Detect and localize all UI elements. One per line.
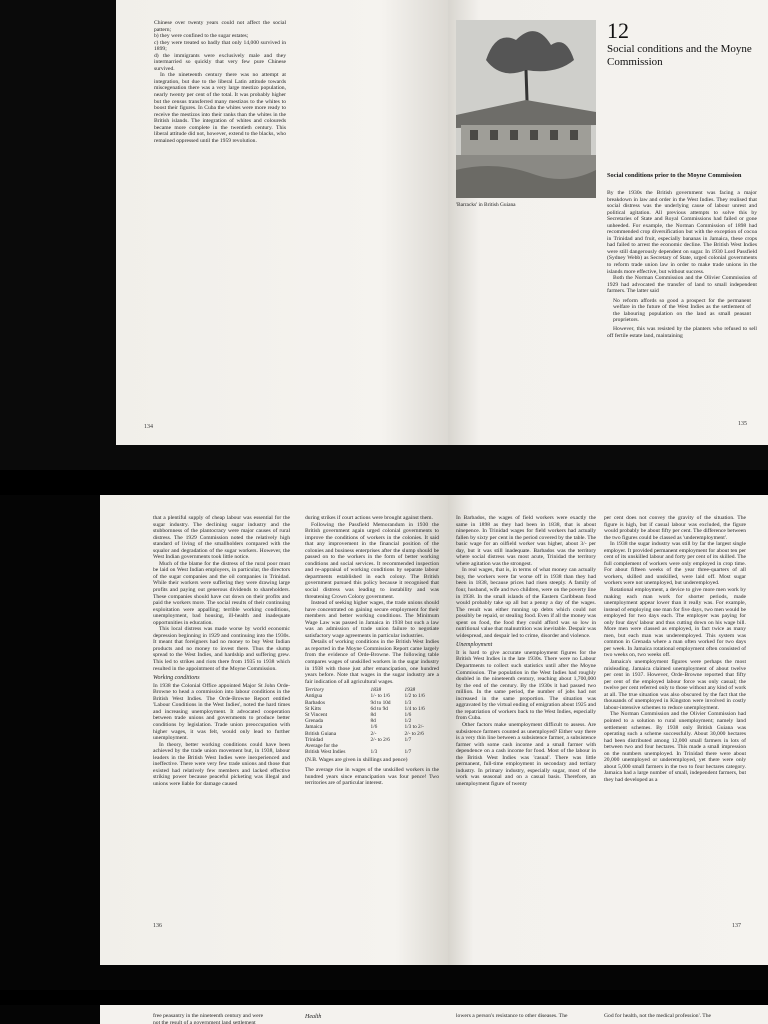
page-number: 135 xyxy=(738,421,747,427)
paragraph: It is hard to give accurate unemployment figures for the British West Indies in the late 1930s. There were no Labour Departments to collect such statistics until after the Moyne Commission. The population in the West Indies had roughly doubled in the nineteenth century, reaching about 1,700,000 by the end of the century. By the 1930s it had passed two million. In the same period, the number of jobs had not increased in the same proportion. The situation was aggravated by the virtual ending of emigration about 1925 and the repatriation of workers back to the West Indies, especially from Cuba. xyxy=(456,649,596,722)
table-header: Territory xyxy=(305,687,324,694)
table-cell: 6d to 9d xyxy=(370,705,388,712)
paragraph: that a plentiful supply of cheap labour was essential for the sugar industry. The declining sugar industry and the stubbornness of the plantocracy were major causes of rural distress. The 1929 Commission noted the relatively high standard of living of the smallholders compared with the squalor and degradation of the sugar workers. However, the West Indian governments took little notice. xyxy=(153,515,290,561)
table-row xyxy=(305,749,439,755)
table-cell: Average for the xyxy=(305,743,338,750)
paragraph: In 1938 the Colonial Office appointed Major St John Orde-Browne to head a commission into labour conditions in the British West Indies. The Orde-Browne Report entitled 'Labour Conditions in the West Indies', noted the hard times and increasing unemployment. It advocated cooperation between trade unions and governments to produce better conditions by legislation. Trade union preoccupation with higher wages, it was felt, would only lead to further unemployment. xyxy=(153,682,290,742)
table-cell: British West Indies xyxy=(305,749,346,756)
page-139 xyxy=(448,1005,768,1024)
column-2 xyxy=(305,1014,435,1021)
table-cell: Antigua xyxy=(305,693,323,700)
paragraph: The Norman Commission and the Olivier Commission had pointed to a solution to rural unemployment; namely land settlement schemes. By 1938 only British Guiana was operating such a scheme successfully. About 30,000 hectares had been distributed among 12,000 small farmers in lots of between two and four hectares. This made a small impression on the numbers unemployed. In Trinidad there were about 20,000 unemployed or underemployed, yet there were only about 5,000 small farmers in the two to four hectares category. Jamaica had a large number of small, independent farmers, but they had developed as a xyxy=(604,711,746,783)
paragraph: Instead of seeking higher wages, the trade unions should have concentrated on gaining secure employment for their members and better working conditions. The Minimum Wage Law was passed in Jamaica in 1938 but such a law was an admission of trade union failure to negotiate satisfactory wage agreements in particular industries. xyxy=(305,600,439,639)
table-cell: St Vincent xyxy=(305,712,328,719)
table-cell: Trinidad xyxy=(305,736,324,743)
paragraph: In 1938 the sugar industry was still by far the largest single employer. It provided permanent employment for about ten per cent of its unskilled labour and forty per cent of its skilled. The full complement of workers were only employed in crop time. For about fifteen weeks of the year three-quarters of all workers, skilled and unskilled, were laid off. Most sugar workers were not unemployed, but underemployed. xyxy=(604,541,746,587)
book-spread-2 xyxy=(0,495,768,990)
wage-table xyxy=(305,687,439,755)
table-cell: 1/3 xyxy=(404,699,412,706)
paragraph: In the nineteenth century there was no attempt at integration, but due to the liberal Latin attitude towards miscegenation there was a very large mestizo population, nearly twenty per cent of the total. It was probably higher but the census transferred many mestizos to the whites to boost their figures. In Cuba the whites were more ready to receive the mestizos into their ranks than the whites in the British islands. The integration of whites and coloureds became more complete in the twentieth century. This liberal attitude did not, however, extend to the blacks, who remained oppressed until the 1959 revolution. xyxy=(154,72,286,144)
paragraph-fragment: not the result of a government land settlement xyxy=(153,1019,256,1024)
paragraph-fragment: free peasantry in the nineteenth century and were xyxy=(153,1013,264,1019)
paragraph: In theory, better working conditions could have been achieved by the trade union movement but, in 1938, labour leaders in the British West Indies were inexperienced and ineffective. There were very few trade unions and those that existed had relatively few members and lacked effective striking power because peaceful picketing was illegal and unions were liable for damage caused xyxy=(153,741,290,787)
table-cell: 1/3 xyxy=(370,749,378,756)
paragraph: Following the Passfield Memorandum in 1930 the British government again urged colonial governments to improve the conditions of workers in the colonies. It said that any improvement in the financial position of the colonies and business enterprises after the slump should be passed on to the workers in the form of better working conditions and social services. It recommended inspection and re-appraisal of working conditions by separate labour departments established in each colony. The British government pursued this policy because it recognised that social distress was leading to instability and was threatening Crown Colony government. xyxy=(305,521,439,600)
table-cell: 9d to 10d xyxy=(370,699,391,706)
table-body xyxy=(305,693,439,755)
table-cell: 1/7 xyxy=(404,736,412,743)
paragraph: Details of working conditions in the British West Indies as reported in the Moyne Commission Report came largely from the evidence of Orde-Browne. The following table compares wages of unskilled workers in the sugar industry in 1938 with those just after emancipation, one hundred years before. Note that wages in the sugar industry are a fair indication of all agricultural wages. xyxy=(305,639,439,685)
paragraph-fragment: lowers a person's resistance to other diseases. The xyxy=(456,1013,568,1019)
paragraph: Rotational employment, a device to give more men work by making each man work for shorter periods, made unemployment appear lower than it really was. For example, instead of employing one man for five days, two men would be employed for two days each. The employer was paying for only four days' labour and thus cutting down on his wage bill. More men were classed as employed, in fact twice as many men, but each man was underemployed. This system was common in Grenada where a man often worked for two days per week. In Jamaica rotational employment often consisted of two weeks on, two weeks off. xyxy=(604,587,746,659)
page-number: 134 xyxy=(144,424,153,430)
column-1 xyxy=(153,1013,293,1024)
table-header: 1838 xyxy=(370,687,382,694)
table-cell: 1/3 to 2/- xyxy=(404,724,424,731)
table-cell: British Guiana xyxy=(305,730,337,737)
list-column xyxy=(154,20,286,144)
paragraph-fragment: God for health, not the medical profession'. The xyxy=(604,1013,712,1019)
table-cell: Jamaica xyxy=(305,724,323,731)
list-item: Chinese over twenty years could not affect the social pattern; xyxy=(154,20,286,33)
column-2 xyxy=(604,515,746,783)
page-137 xyxy=(448,495,768,965)
table-cell: 1/- to 1/6 xyxy=(370,693,390,700)
block-quote: No reform affords so good a prospect for the permanent welfare in the future of the West Indies as the settlement of the labouring population on the land as small peasant proprietors. xyxy=(613,297,751,323)
paragraph: The average rise in wages of the unskilled workers in the hundred years since emancipation was four pence! Two territories are of particular interest. xyxy=(305,767,439,787)
section-heading: Working conditions xyxy=(153,675,200,682)
column-2 xyxy=(305,515,439,787)
section-heading: Unemployment xyxy=(456,642,493,649)
list-item: b) they were confined to the sugar estates; xyxy=(154,33,249,40)
table-cell: 2/- to 2/6 xyxy=(404,730,424,737)
paragraph: However, this was resisted by the planters who refused to sell off fertile estate land, maintaining xyxy=(607,326,757,339)
paragraph: per cent does not convey the gravity of the situation. The figure is high, but if casual labour was excluded, the figure would probably be about fifty per cent. The difference between the two figures could be classed as 'underemployment'. xyxy=(604,515,746,541)
table-cell: 2/- xyxy=(370,730,377,737)
list-item: d) the immigrants were exclusively male and they intermarried so quickly that very few pure Chinese survived. xyxy=(154,52,286,72)
table-header: 1938 xyxy=(404,687,416,694)
chapter-title: Social conditions and the Moyne Commission xyxy=(607,43,752,68)
page-134 xyxy=(116,0,448,445)
table-cell: 1/2 to 1/6 xyxy=(404,693,425,700)
table-cell: 8d xyxy=(370,712,376,719)
paragraph: Both the Norman Commission and the Olivier Commission of 1929 had advocated the transfer of land to small independent farmers. The latter said xyxy=(607,275,757,295)
page-136 xyxy=(100,495,448,965)
book-spread-3 xyxy=(0,1005,768,1024)
book-spread-1 xyxy=(0,0,768,470)
page-135 xyxy=(448,0,768,445)
table-cell: St Kitts xyxy=(305,705,322,712)
section-heading: Health xyxy=(305,1014,322,1020)
table-row xyxy=(305,731,439,737)
paragraph: This local distress was made worse by world economic depression beginning in 1929 and continuing into the 1930s. It meant that foreigners had no money to buy West Indian products and no money to invest there. Thus the slump spread to the West Indies, and hardship and suffering grew. This led to strikes and riots there from 1935 to 1938 which resulted in the appointment of the Moyne Commission. xyxy=(153,626,290,672)
section-heading: Social conditions prior to the Moyne Commission xyxy=(607,172,742,179)
chapter-number: 12 xyxy=(607,18,629,43)
table-cell: 1/2 xyxy=(404,718,412,725)
paragraph: Much of the blame for the distress of the rural poor must be laid on West Indian employers, in particular, the directors of the sugar companies and the oil companies in Trinidad. While their workers were suffering they were drawing large profits and paying out generous dividends to shareholders. These companies should have cut down on their profits and paid the workers more. The social results of their continuing exploitation were appalling; terrible working conditions, unemployment, bad housing, ill-health and inadequate opportunities in education. xyxy=(153,560,290,626)
table-cell: Grenada xyxy=(305,718,323,725)
table-cell: 8d xyxy=(370,718,376,725)
barracks-photo xyxy=(456,20,596,198)
page-number: 136 xyxy=(153,923,162,929)
table-note: (N.B. Wages are given in shillings and pence) xyxy=(305,757,408,764)
table-cell: 1/6 xyxy=(370,724,378,731)
paragraph: In real wages, that is, in terms of what money can actually buy, the workers were far worse off in 1938 than they had been in 1838, because prices had risen steeply. A family of four, husband, wife and two children, were on the poverty line in 1938. In the small islands of the Eastern Caribbean food would probably take up all but a penny a day of the wages. The result was either running up debts which could not possibly be repaid, or stealing food. Even if all the money was spent on food, the food they could afford was so low in nutritional value that malnutrition was inevitable. Despair was widespread, and despair led to crime, disorder and violence. xyxy=(456,567,596,639)
list-item: c) they were treated so badly that only 14,000 survived in 1899; xyxy=(154,39,286,53)
column-2 xyxy=(604,1013,746,1020)
photo-caption: 'Barracks' in British Guiana xyxy=(456,202,516,208)
column-1 xyxy=(153,515,290,787)
paragraph: By the 1930s the British government was facing a major breakdown in law and order in the West Indies. They realised that social distress was the underlying cause of labour unrest and political agitation. All previous attempts to solve this by Secretaries of State and Royal Commissions had failed or gone unheeded. For example, the Norman Commission of 1898 had recommended crop diversification but with the exception of cocoa in Trinidad and fruit, especially bananas in Jamaica, these crops had failed to arrest the economic decline. The British West Indies were still dangerously dependent on sugar. In 1930 Lord Passfield (Sydney Webb) as Secretary of State, urged colonial governments to reform trade union law in order to make trade unions in the islands more effective, but without success. xyxy=(607,190,757,275)
page-number: 137 xyxy=(732,923,741,929)
paragraph: Other factors make unemployment difficult to assess. Are subsistence farmers counted as unemployed? Either way there is a very thin line between a subsistence farmer, a subsistence farmer with some cash income and a small farmer with dependence on a cash income for food. Most of the labour in the British West Indies was 'casual'. There was little permanent, full-time employment in secondary and tertiary industry. In primary industry, especially sugar, most of the work was seasonal and on a casual basis. Therefore, an unemployment figure of twenty xyxy=(456,721,596,787)
paragraph: Jamaica's unemployment figures were perhaps the most misleading. Jamaica claimed unemployment of about twelve per cent in 1937. However, Orde-Browne reported that fifty per cent of the employed labour force was only casual; the twelve per cent referred only to those without any kind of work at all. The true situation was also obscured by the fact that the thousands of unemployed in Kingston were involved in costly labour-intensive schemes to reduce unemployment. xyxy=(604,659,746,711)
table-cell: 2/- to 2/6 xyxy=(370,736,390,743)
table-cell: 1/7 xyxy=(404,749,412,756)
column-1 xyxy=(456,1013,596,1020)
table-cell: 1/6 xyxy=(404,712,412,719)
column-1 xyxy=(456,515,596,787)
paragraph: In Barbados, the wages of field workers were exactly the same in 1898 as they had been in 1838, that is about ninepence. In Trinidad wages for field workers had actually fallen by sixty per cent in the period covered by the table. The basic wage for an oilfield worker was higher, about 3/- per day, but it was still inadequate. Barbados was the territory where social distress was most acute, Trinidad the territory where agitation was the strongest. xyxy=(456,515,596,567)
page-138 xyxy=(100,1005,448,1024)
photo-image xyxy=(456,20,596,198)
table-cell: 1/4 to 1/6 xyxy=(404,705,425,712)
paragraph: during strikes if court actions were brought against them. xyxy=(305,515,433,521)
body-column xyxy=(607,190,757,339)
table-cell: Barbados xyxy=(305,699,326,706)
